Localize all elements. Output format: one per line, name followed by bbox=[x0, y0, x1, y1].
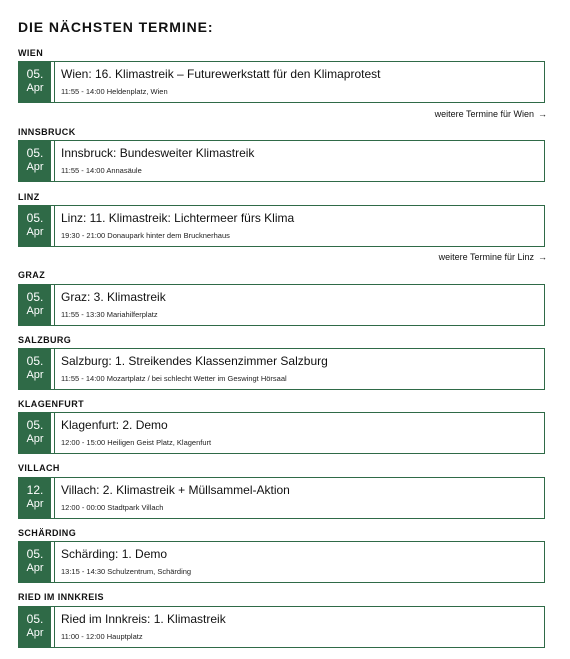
date-month: Apr bbox=[26, 161, 44, 173]
more-link-wien[interactable] bbox=[435, 109, 547, 119]
event-meta bbox=[61, 310, 158, 320]
date-day: 05. bbox=[26, 612, 44, 626]
event-meta bbox=[61, 632, 143, 642]
date-day: 05. bbox=[26, 146, 44, 160]
page-title: DIE NÄCHSTEN TERMINE: bbox=[18, 19, 214, 35]
event-place: Heldenplatz, Wien bbox=[106, 87, 168, 96]
event-place: Hauptplatz bbox=[106, 632, 143, 641]
event-card[interactable] bbox=[18, 606, 545, 648]
date-day: 05. bbox=[26, 211, 44, 225]
event-title[interactable]: Schärding: 1. Demo bbox=[61, 547, 168, 561]
event-title[interactable]: Villach: 2. Klimastreik + Müllsammel-Aktion bbox=[61, 483, 290, 497]
event-place: Donaupark hinter dem Brucknerhaus bbox=[107, 231, 230, 240]
date-day: 05. bbox=[26, 547, 44, 561]
city-heading-schaerding: SCHÄRDING bbox=[18, 528, 77, 538]
date-badge bbox=[19, 62, 51, 102]
event-card[interactable] bbox=[18, 140, 545, 182]
event-card[interactable] bbox=[18, 541, 545, 583]
date-day: 05. bbox=[26, 290, 44, 304]
city-heading-villach: VILLACH bbox=[18, 463, 60, 473]
event-meta bbox=[61, 503, 163, 513]
event-place: Annasäule bbox=[106, 166, 142, 175]
event-time: 13:15 - 14:30 bbox=[61, 567, 106, 576]
event-card[interactable] bbox=[18, 61, 545, 103]
event-place: Schulzentrum, Schärding bbox=[107, 567, 192, 576]
date-day: 05. bbox=[26, 354, 44, 368]
event-time: 11:00 - 12:00 bbox=[61, 632, 105, 641]
event-title[interactable]: Graz: 3. Klimastreik bbox=[61, 290, 166, 304]
date-badge bbox=[19, 141, 51, 181]
date-badge bbox=[19, 478, 51, 518]
date-badge bbox=[19, 413, 51, 453]
event-time: 12:00 - 15:00 bbox=[61, 438, 106, 447]
date-month: Apr bbox=[26, 82, 44, 94]
date-month: Apr bbox=[26, 562, 44, 574]
date-day: 05. bbox=[26, 418, 44, 432]
event-meta bbox=[61, 231, 230, 241]
event-time: 11:55 - 14:00 bbox=[61, 87, 105, 96]
more-link-linz[interactable] bbox=[439, 252, 547, 262]
city-heading-ried-im-innkreis: RIED IM INNKREIS bbox=[18, 592, 104, 602]
date-badge bbox=[19, 607, 51, 647]
event-place: Mozartplatz / bei schlecht Wetter im Geswingt Hörsaal bbox=[106, 374, 287, 383]
event-time: 19:30 - 21:00 bbox=[61, 231, 106, 240]
event-title[interactable]: Klagenfurt: 2. Demo bbox=[61, 418, 168, 432]
city-heading-wien: WIEN bbox=[18, 48, 44, 58]
event-title[interactable]: Salzburg: 1. Streikendes Klassenzimmer Salzburg bbox=[61, 354, 328, 368]
event-time: 11:55 - 13:30 bbox=[61, 310, 105, 319]
date-day: 05. bbox=[26, 67, 44, 81]
date-month: Apr bbox=[26, 433, 44, 445]
date-badge bbox=[19, 349, 51, 389]
event-time: 11:55 - 14:00 bbox=[61, 166, 105, 175]
city-heading-linz: LINZ bbox=[18, 192, 40, 202]
event-place: Stadtpark Villach bbox=[107, 503, 164, 512]
date-badge bbox=[19, 206, 51, 246]
city-heading-graz: GRAZ bbox=[18, 270, 46, 280]
city-heading-innsbruck: INNSBRUCK bbox=[18, 127, 76, 137]
event-card[interactable] bbox=[18, 477, 545, 519]
event-card[interactable] bbox=[18, 284, 545, 326]
date-month: Apr bbox=[26, 498, 44, 510]
date-month: Apr bbox=[26, 627, 44, 639]
event-time: 11:55 - 14:00 bbox=[61, 374, 105, 383]
date-day: 12. bbox=[26, 483, 44, 497]
city-heading-klagenfurt: KLAGENFURT bbox=[18, 399, 84, 409]
event-place: Mariahilferplatz bbox=[106, 310, 158, 319]
event-title[interactable]: Ried im Innkreis: 1. Klimastreik bbox=[61, 612, 226, 626]
event-meta bbox=[61, 374, 287, 384]
event-card[interactable] bbox=[18, 412, 545, 454]
arrow-right-icon: → bbox=[538, 252, 547, 262]
event-title[interactable]: Innsbruck: Bundesweiter Klimastreik bbox=[61, 146, 255, 160]
date-badge bbox=[19, 285, 51, 325]
event-title[interactable]: Wien: 16. Klimastreik – Futurewerkstatt für den Klimaprotest bbox=[61, 67, 381, 81]
event-title[interactable]: Linz: 11. Klimastreik: Lichtermeer fürs Klima bbox=[61, 211, 295, 225]
event-place: Heiligen Geist Platz, Klagenfurt bbox=[107, 438, 212, 447]
event-meta bbox=[61, 87, 168, 97]
arrow-right-icon: → bbox=[538, 109, 547, 119]
date-month: Apr bbox=[26, 369, 44, 381]
date-badge bbox=[19, 542, 51, 582]
event-card[interactable] bbox=[18, 205, 545, 247]
more-link-label: weitere Termine für Linz bbox=[438, 252, 534, 262]
date-month: Apr bbox=[26, 226, 44, 238]
date-month: Apr bbox=[26, 305, 44, 317]
event-meta bbox=[61, 567, 191, 577]
city-heading-salzburg: SALZBURG bbox=[18, 335, 72, 345]
event-card[interactable] bbox=[18, 348, 545, 390]
event-meta bbox=[61, 166, 142, 176]
event-meta bbox=[61, 438, 211, 448]
event-time: 12:00 - 00:00 bbox=[61, 503, 106, 512]
more-link-label: weitere Termine für Wien bbox=[434, 109, 534, 119]
